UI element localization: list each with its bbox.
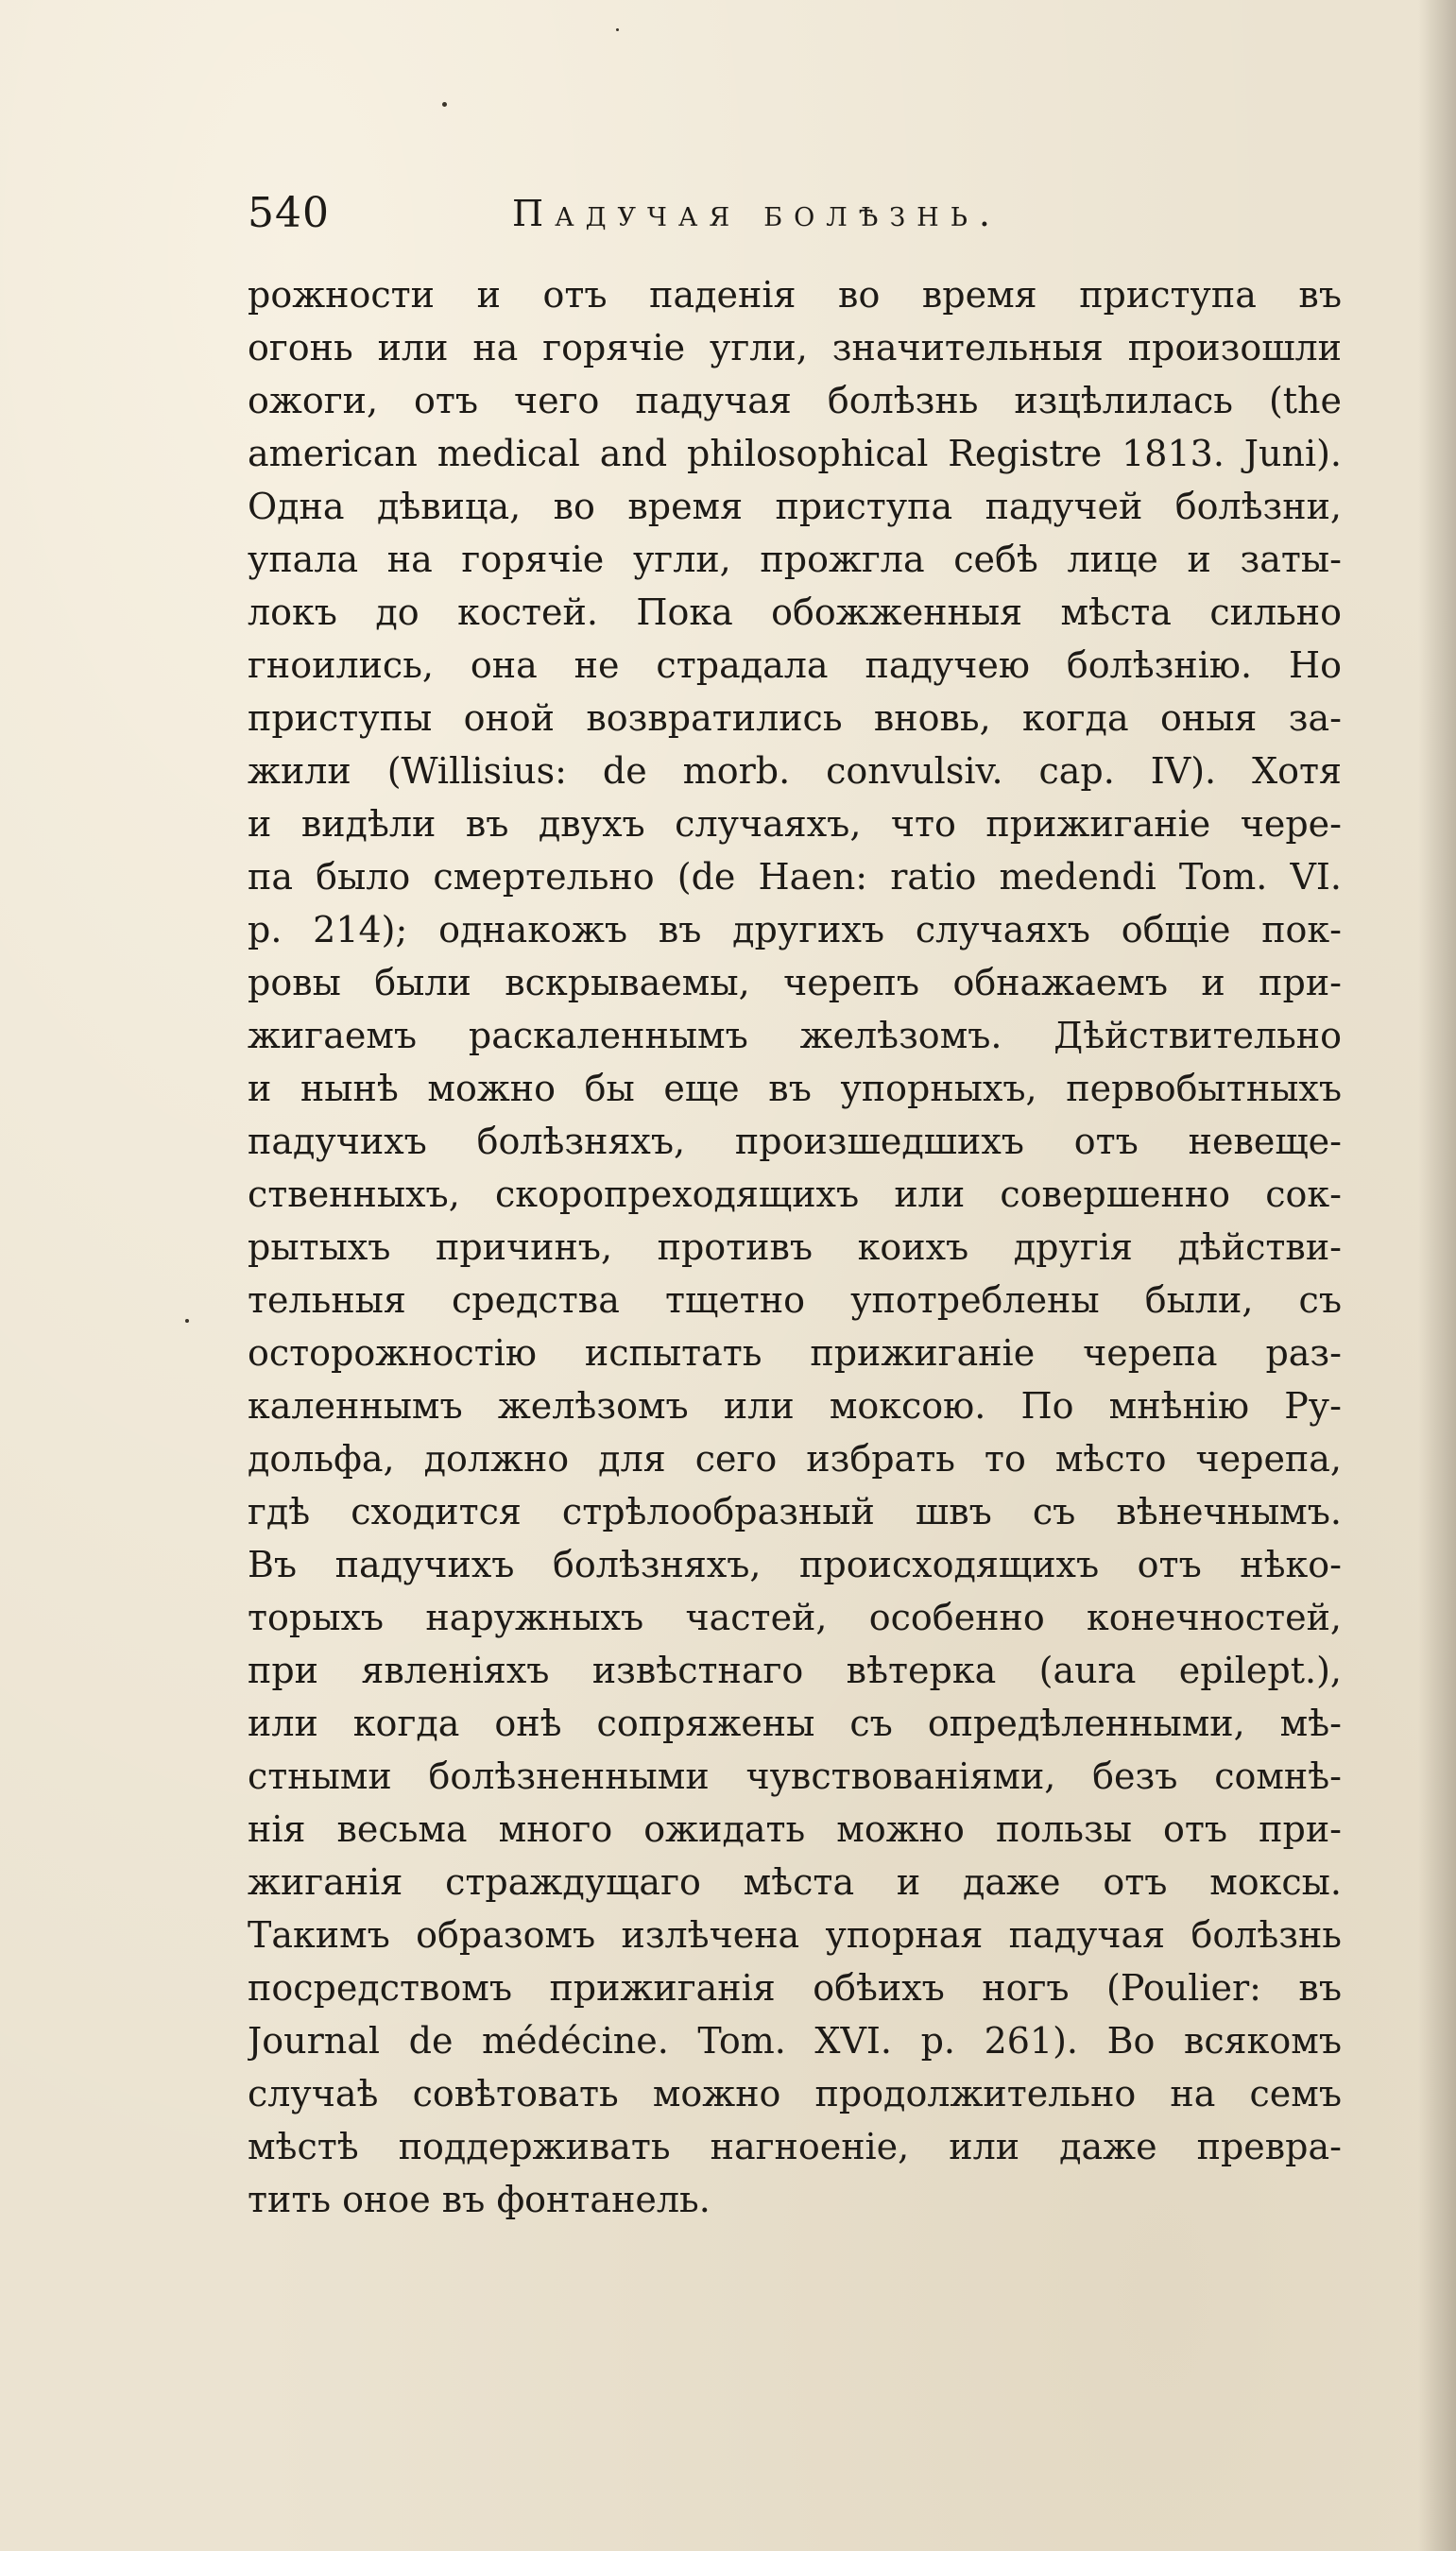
text-line: и видѣли въ двухъ случаяхъ, что прижиганіе чере-: [248, 803, 1342, 845]
text-line: стными болѣзненными чувствованіями, безъ сомнѣ-: [248, 1755, 1342, 1797]
text-line: и нынѣ можно бы еще въ упорныхъ, первобытныхъ: [248, 1068, 1342, 1109]
body-text: [248, 268, 1342, 2226]
text-line: рытыхъ причинъ, противъ коихъ другія дѣйстви-: [248, 1226, 1342, 1268]
text-line: торыхъ наружныхъ частей, особенно конечностей,: [248, 1597, 1342, 1638]
text-line: ственныхъ, скоропреходящихъ или совершенно сок-: [248, 1173, 1342, 1215]
page-header: [248, 189, 1325, 246]
text-line: случаѣ совѣтовать можно продолжительно на семъ: [248, 2073, 1342, 2114]
text-line: Въ падучихъ болѣзняхъ, происходящихъ отъ нѣко-: [248, 1544, 1342, 1585]
paper-speck: [442, 102, 447, 107]
paper-speck: [185, 1319, 189, 1323]
text-line: гноились, она не страдала падучею болѣзнію. Но: [248, 644, 1342, 686]
text-line: тить оное въ фонтанель.: [248, 2179, 711, 2220]
text-line: каленнымъ желѣзомъ или моксою. По мнѣнію Ру-: [248, 1385, 1342, 1427]
text-line: дольфа, должно для сего избрать то мѣсто черепа,: [248, 1438, 1342, 1480]
text-line: посредствомъ прижиганія обѣихъ ногъ (Poulier: въ: [248, 1967, 1342, 2009]
text-line: па было смертельно (de Haen: ratio medendi Tom. VI.: [248, 856, 1342, 898]
running-title: Падучая болѣзнь.: [512, 193, 1002, 234]
text-line: приступы оной возвратились вновь, когда оныя за-: [248, 697, 1342, 739]
text-line: p. 214); однакожъ въ другихъ случаяхъ общіе пок-: [248, 909, 1342, 950]
text-line: упала на горячіе угли, прожгла себѣ лице и заты-: [248, 539, 1342, 580]
text-line: гдѣ сходится стрѣлообразный швъ съ вѣнечнымъ.: [248, 1491, 1342, 1532]
text-line: ожоги, отъ чего падучая болѣзнь изцѣлилась (the: [248, 380, 1342, 421]
text-line: Такимъ образомъ излѣчена упорная падучая болѣзнь: [248, 1914, 1342, 1956]
page-number: 540: [248, 189, 330, 237]
text-line: Journal de médécine. Tom. XVI. p. 261). Во всякомъ: [248, 2020, 1342, 2062]
text-line: падучихъ болѣзняхъ, произшедшихъ отъ невеще-: [248, 1121, 1342, 1162]
text-line: жигаемъ раскаленнымъ желѣзомъ. Дѣйствительно: [248, 1015, 1342, 1056]
text-line: рожности и отъ паденія во время приступа въ: [248, 274, 1342, 316]
text-line: жили (Willisius: de morb. convulsiv. cap. IV). Хотя: [248, 750, 1342, 792]
text-line: тельныя средства тщетно употреблены были, съ: [248, 1279, 1342, 1321]
text-line: мѣстѣ поддерживать нагноеніе, или даже превра-: [248, 2126, 1342, 2167]
text-line: или когда онѣ сопряжены съ опредѣленными, мѣ-: [248, 1703, 1342, 1744]
text-line: Одна дѣвица, во время приступа падучей болѣзни,: [248, 486, 1342, 527]
text-line: ровы были вскрываемы, черепъ обнажаемъ и при-: [248, 962, 1342, 1003]
page-edge-shadow: [1418, 0, 1456, 2551]
text-line: огонь или на горячіе угли, значительныя произошли: [248, 327, 1342, 368]
text-line: локъ до костей. Пока обожженныя мѣста сильно: [248, 591, 1342, 633]
text-line: american medical and philosophical Registre 1813. Juni).: [248, 433, 1342, 474]
paper-speck: [616, 28, 619, 31]
text-line: при явленіяхъ извѣстнаго вѣтерка (aura epilept.),: [248, 1650, 1342, 1691]
text-line: жиганія страждущаго мѣста и даже отъ моксы.: [248, 1861, 1342, 1903]
text-line: осторожностію испытать прижиганіе черепа раз-: [248, 1332, 1342, 1374]
text-line: нія весьма много ожидать можно пользы отъ при-: [248, 1808, 1342, 1850]
